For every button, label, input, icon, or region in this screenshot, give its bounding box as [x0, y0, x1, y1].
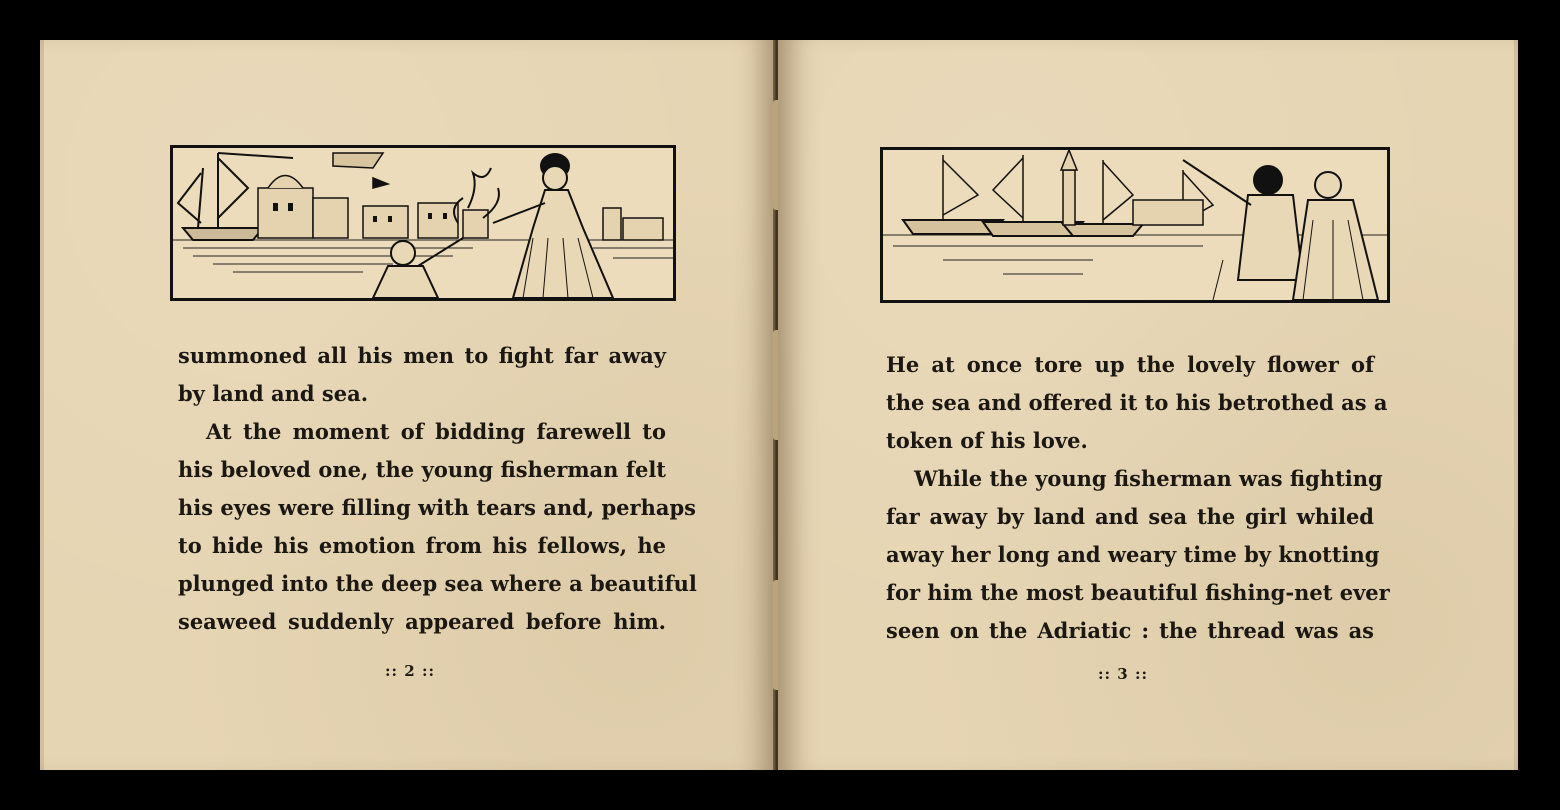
text-line: to hide his emotion from his fellows, he — [178, 533, 666, 558]
text-line: away her long and weary time by knotting — [886, 542, 1380, 567]
text-line: seen on the Adriatic : the thread was as — [886, 618, 1374, 643]
text-line: far away by land and sea the girl whiled — [886, 504, 1374, 529]
text-line: token of his love. — [886, 428, 1088, 453]
text-line: He at once tore up the lovely flower of — [886, 352, 1374, 377]
text-line: his eyes were filling with tears and, perhaps — [178, 495, 696, 520]
venice-ships-couple-illustration — [883, 150, 1387, 300]
text-line: the sea and offered it to his betrothed as a — [886, 390, 1388, 415]
text-line: seaweed suddenly appeared before him. — [178, 609, 666, 634]
right-page-text — [886, 346, 1390, 650]
text-line: While the young fisherman was fighting — [914, 466, 1383, 491]
text-line: his beloved one, the young fisherman felt — [178, 457, 666, 482]
left-page-text — [178, 337, 697, 641]
right-page-illustration — [880, 147, 1390, 303]
text-line: by land and sea. — [178, 381, 369, 406]
venice-harbor-woman-illustration — [173, 148, 673, 298]
text-line: summoned all his men to fight far away — [178, 343, 666, 368]
page-number: :: 2 :: — [385, 662, 436, 680]
right-page — [778, 40, 1518, 770]
text-line: plunged into the deep sea where a beautiful — [178, 571, 697, 596]
open-book — [40, 40, 1518, 770]
text-line: At the moment of bidding farewell to — [206, 419, 666, 444]
left-page-illustration — [170, 145, 676, 301]
text-line: for him the most beautiful fishing-net ever — [886, 580, 1390, 605]
left-page — [40, 40, 776, 770]
page-number: :: 3 :: — [1098, 665, 1149, 683]
